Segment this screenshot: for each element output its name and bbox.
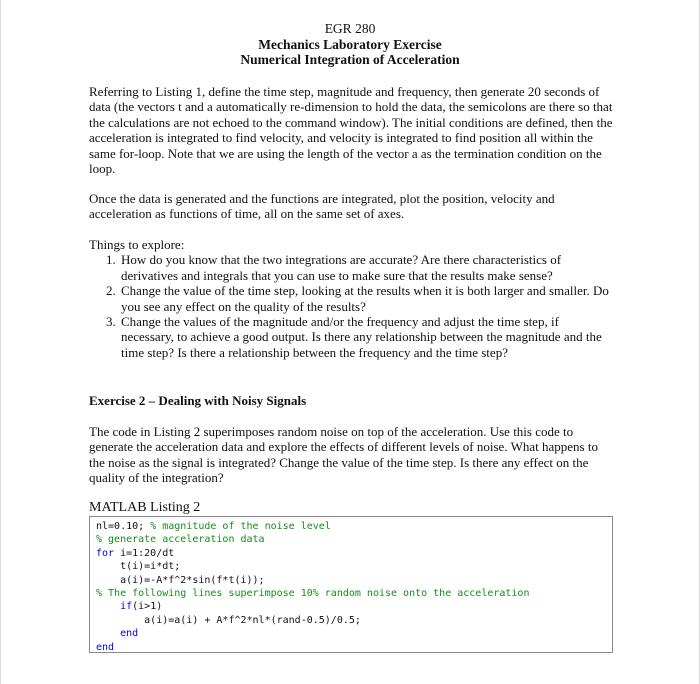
code-line: a(i)=-A*f^2*sin(f*t(i)); bbox=[96, 574, 265, 586]
code-line: a(i)=a(i) + A*f^2*nl*(rand-0.5)/0.5; bbox=[96, 614, 361, 626]
plot-paragraph: Once the data is generated and the functions are integrated, plot the position, velocity and acceleration as functions of time, all on the same set of axes. bbox=[89, 191, 555, 222]
explore-item: 1. How do you know that the two integrations are accurate? Are there characteristics of derivatives and integrals that you can use to make sure that the results make sense? bbox=[119, 252, 615, 283]
listing-label: MATLAB Listing 2 bbox=[89, 500, 201, 515]
explore-list bbox=[89, 252, 615, 360]
explore-item: 2. Change the value of the time step, looking at the results when it is both larger and smaller. Do you see any effect on the quality of the results? bbox=[119, 283, 615, 314]
exercise2-title: Exercise 2 – Dealing with Noisy Signals bbox=[89, 393, 307, 408]
document-header bbox=[1, 0, 699, 68]
code-line: end bbox=[120, 628, 139, 640]
code-line: t(i)=i*dt; bbox=[96, 561, 181, 573]
code-line: % The following lines superimpose 10% random noise onto the acceleration bbox=[96, 588, 530, 600]
explore-section bbox=[89, 237, 615, 360]
topic-title: Numerical Integration of Acceleration bbox=[240, 52, 460, 67]
exercise2-paragraph: The code in Listing 2 superimposes random noise on top of the acceleration. Use this code to generate the acceleration data and explore the effects of different levels of noise. What happens to the noise as the signal is integrated? Change the value of the time step. Is there any effect on the quality of the integration? bbox=[89, 424, 598, 486]
explore-item: 3. Change the values of the magnitude and/or the frequency and adjust the time step, if necessary, to achieve a good output. Is there any relationship between the magnitude and the time step? Is there a relationship between the frequency and the time step? bbox=[119, 314, 615, 360]
code-line: nl=0.10; % magnitude of the noise level bbox=[96, 521, 331, 532]
code-line: for i=1:20/dt bbox=[96, 547, 175, 559]
code-listing bbox=[89, 516, 613, 653]
code-line: % generate acceleration data bbox=[96, 534, 265, 546]
explore-heading: Things to explore: bbox=[89, 237, 185, 252]
code-line: end bbox=[96, 641, 115, 653]
course-code: EGR 280 bbox=[324, 21, 376, 36]
intro-paragraph: Referring to Listing 1, define the time step, magnitude and frequency, then generate 20 seconds of data (the vectors t and a automatically re-dimension to hold the data, the semicolons are there so that the calculations are not echoed to the command window). The initial conditions are defined, then the acceleration is integrated to find velocity, and velocity is integrated to find position all within the same for-loop. Note that we are using the length of the vector a as the termination condition on the loop. bbox=[89, 84, 613, 177]
code-line: if(i>1) bbox=[120, 601, 163, 613]
exercise-title: Mechanics Laboratory Exercise bbox=[258, 36, 442, 52]
